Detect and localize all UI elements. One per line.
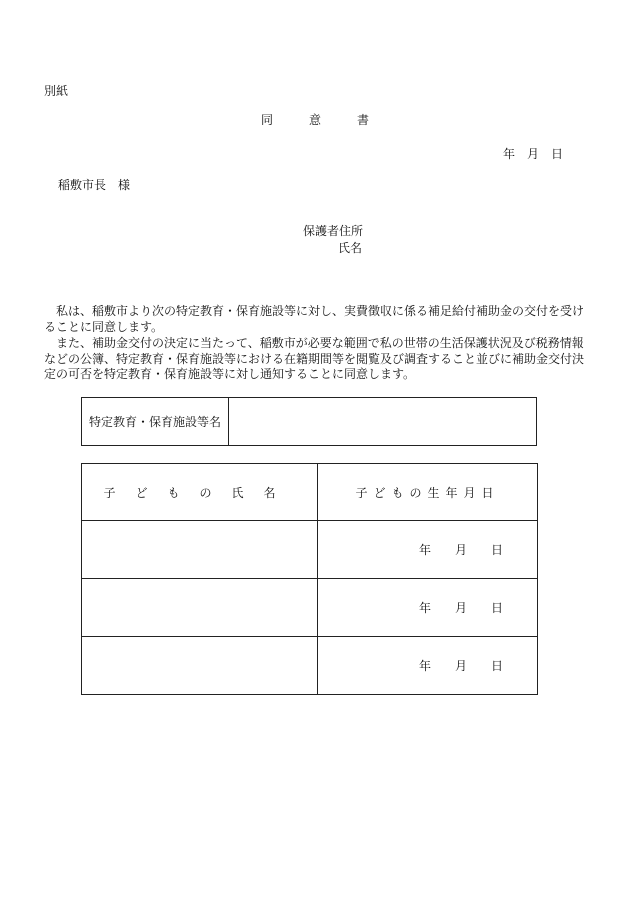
year-label: 年 xyxy=(418,601,431,615)
child-name-cell[interactable] xyxy=(82,521,318,579)
day-label: 日 xyxy=(490,543,503,557)
consent-paragraph-2 xyxy=(44,336,584,383)
day-label: 日 xyxy=(490,659,503,673)
table-header-row xyxy=(82,464,538,521)
consent-paragraph-1 xyxy=(44,304,584,335)
month-label: 月 xyxy=(454,601,467,615)
paragraph-2-text: また、補助金交付の決定に当たって、稲敷市が必要な範囲で私の世帯の生活保護状況及び税務情報などの公簿、特定教育・保育施設等における在籍期間等を閲覧及び調査すること並びに補助金交付決定の可否を特定教育・保育施設等に対し通知することに同意します。 xyxy=(44,336,585,381)
attachment-label: 別紙 xyxy=(44,84,69,98)
facility-name-label: 特定教育・保育施設等名 xyxy=(82,398,229,445)
child-name-cell[interactable] xyxy=(82,637,318,695)
month-label: 月 xyxy=(454,659,467,673)
child-birthdate-cell[interactable] xyxy=(318,579,538,637)
child-name-header: 子どもの氏名 xyxy=(82,464,318,521)
date-line: 年 月 日 xyxy=(503,147,564,161)
child-birthdate-header: 子どもの生年月日 xyxy=(318,464,538,521)
table-row xyxy=(82,637,538,695)
guardian-address-label: 保護者住所 xyxy=(303,224,364,238)
month-label: 月 xyxy=(454,543,467,557)
day-label: 日 xyxy=(490,601,503,615)
facility-name-field[interactable] xyxy=(229,398,536,445)
paragraph-1-text: 私は、稲敷市より次の特定教育・保育施設等に対し、実費徴収に係る補足給付補助金の交付を受けることに同意します。 xyxy=(44,304,585,334)
addressee: 稲敷市長 様 xyxy=(58,178,131,192)
child-name-cell[interactable] xyxy=(82,579,318,637)
year-label: 年 xyxy=(418,543,431,557)
table-row xyxy=(82,521,538,579)
table-row xyxy=(82,579,538,637)
guardian-name-label: 氏名 xyxy=(338,241,363,255)
child-birthdate-cell[interactable] xyxy=(318,637,538,695)
child-birthdate-cell[interactable] xyxy=(318,521,538,579)
children-table xyxy=(81,463,538,695)
facility-name-box xyxy=(81,397,537,446)
document-title: 同意書 xyxy=(260,113,405,127)
year-label: 年 xyxy=(418,659,431,673)
